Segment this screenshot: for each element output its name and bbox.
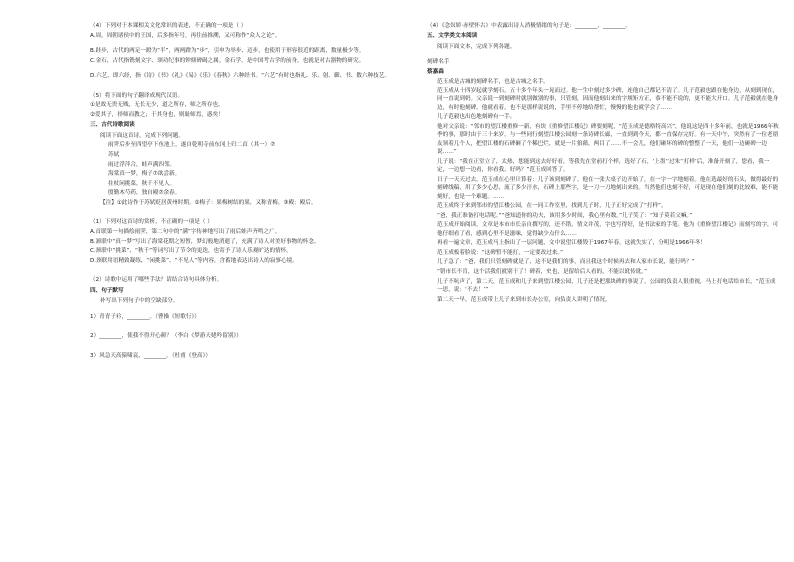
right-paragraph: 范玉成终于来到邻市的望江楼公园，在一同工作室里，找到儿子时，儿子正好完成了“打样”。 [437,203,667,210]
left-paragraph: 补写出下列句子中的空缺部分。 [100,298,179,305]
left-paragraph: （1）下列对这首诗的赏析，不正确的一项是（ ） [90,219,213,226]
left-paragraph: 苏轼 [108,151,120,158]
right-paragraph: （4）《念奴娇·赤壁怀古》中表露出诗人消极情绪的句子是：________，________。 [427,23,631,29]
right-paragraph: 儿子范毅也出色地刻碑有一手。 [437,114,516,121]
right-column [427,22,779,305]
left-paragraph: （2）诗歌中运用了哪些手法？请结合诗句具体分析。 [90,277,223,284]
right-paragraph: 他对父亲说：“邻市的望江楼重修一新，有块《重修望江楼记》碑要刻呢，“范玉成是德格特高兴”，他说这是四十多年前，也就是1966年秋季的事，那时由于三十来岁，与一些同行刻望江楼公园刻一条诗碑长廊，一直到到今天，都一直保存完好。有一天中午，突然有了一位老朋友领着几个人，把望江楼的石碑砸了个稀巴烂，就是一片狼藉，两目了……不一会儿，他们砸坏的碑的整整了一天，他们一边砸碑一边说……” [437,124,779,156]
left-paragraph: 雨过浮萍合，蛙声满四邻。 [108,161,176,168]
right-paragraph: 范玉成从十四岁起就学刻石，五十多个年头一晃而过。他一生中刻过多少碑，连他自己都记不清了。儿子范毅也跟在他身边，从刻到现在，同一直说到奶。父亲说一到刻碑时就别做别的事，只管刻，因而他刻出来的字规矩方正，恭不能不说的，更不能大开口。儿子范毅就在他身边，有时他刻碑，他就看着，也不是那样说说的，手里不停地给帮忙，慢慢的他也就学会了…… [437,88,779,111]
left-paragraph: A.周，周朝诸侯中的王国，后多指年号，再往前推溯，又可称作“众人之论”。 [90,32,281,39]
right-paragraph: 范玉成板着脸说：“这碑暂不能打，一定要改过来。” [437,249,564,256]
left-paragraph: 【注】①此诗作于苏轼贬居黄州时期。②梅子：果梅树结的果，又称青梅。③殿：殿后。 [100,199,317,206]
left-paragraph: ①是故无贵无贱，无长无少，道之所存，师之所存也。 [90,102,224,109]
right-paragraph: 阅读下面文本，完成下列各题。 [437,43,516,50]
right-paragraph: 范玉成开始阅读，文章是本市市长亲自撰写的，还不错，情文并茂，字也写得好，是书法家的手笔。他为《重修望江楼记》而刻写的字，可他仔细看了看，感到心里不是滋味，觉得缺少点什么…… [437,222,779,237]
right-paragraph: 蔡嘉森 [427,68,444,75]
right-paragraph: 日子一天天过去，范玉成在心里计算着：儿子该到刻碑了。他在一张大桌子边开始了，在一字一字地刻着。他在选最好的石头，做得最好的刻碑线稿，用了多少心思，流了多少汗水，石碑上那些字，是一刀一刀地刻出来的。当然他们也刻不好，可是现在他们刻的比较难，能不能刻好，也是一个难题。…… [437,176,779,200]
right-paragraph: 第二天一早，范玉成带上儿子来到市长办公室，向负责人讲明了情况。 [437,296,611,303]
left-paragraph: （5）将下面的句子翻译成现代汉语。 [90,92,184,99]
left-paragraph: （4）下列对于本课相关文化常识的表述，不正确的一项是（ ） [90,23,247,29]
right-paragraph: “爸，我正准备打电话呢。”“爸知道你的功夫，该用多少时间，我心里有数。”儿子笑了：“知子莫若父嘛。” [437,212,693,219]
right-paragraph: 再看一遍文章，范玉成马上指出了一层问题，文中说望江楼毁于1967年春，这就失实了，分明是1966年冬！ [437,240,707,247]
left-section-heading: 三、古代诗歌阅读 [90,122,135,129]
left-paragraph: 1）青青子衿，________。（曹操《短歌行》） [90,313,200,320]
left-paragraph: ②爱其子，择师而教之；于其身也，则耻师焉，惑矣！ [90,112,224,119]
right-paragraph: 儿子急了：“爸，我们只管刻碑就是了，这不是我们的事，而且我这个时候再去和人家市长说，能行吗？” [437,259,695,266]
left-column [90,22,442,361]
right-paragraph: 儿子不吭声了，第二天，范玉成和儿子来到望江楼公园，儿子还是把那块碑的事说了。公园的负责人很重视，马上打电话给市长，“范玉成一思，说：‘不去！’” [437,278,776,293]
right-paragraph: “错市长不肯，这个活我们就别干了！碑着，史也，是留给后人看的，不能以讹传讹。” [437,268,647,275]
left-paragraph: 殷勤木芍药，独自殿⑦余春。 [108,190,181,197]
left-paragraph: D.颈联用语精致凝练，“闲挑菜”、“不见人”等内容，含蓄地表达出诗人的寂寥心境。 [90,257,298,264]
left-section-heading: 四、句子默写 [90,287,124,294]
left-paragraph: 阅读下面这首诗，完成下列问题。 [100,132,184,139]
left-paragraph: C.金石，古代指镌刻文字、颂功纪事的钟鼎碑碣之属。金石学，是中国考古学的前身，也就是对古器物的研究。 [90,57,365,64]
left-paragraph: 3）风急天高猿啸哀，________。（杜甫《登高》） [90,352,212,359]
left-paragraph: D.六艺，即六经，指《诗》《书》《礼》《易》《乐》《春秋》六种经书。“六艺”有时也指礼、乐、射、御、书、数六种技艺。 [90,73,390,80]
right-section-heading: 五、文学类文本阅读 [427,33,478,40]
left-paragraph: 海棠真一梦，梅子⑦欲尝新。 [108,171,181,178]
right-paragraph: 范玉成是古城的刻碑名手，也是古城之名手。 [437,78,549,85]
left-paragraph: B.跬步，古代的两足一蹬为“半”，两两蹬为“步”，引申为举步、迈步，也使用于形容很近的距离，数量极少等。 [90,48,365,55]
left-paragraph: 拄杖闲挑菜，秋千不见人。 [108,180,176,187]
right-paragraph: 儿子说：“我在正堂立了，太热，您能到这去好好看，等我先在堂前打个样，选好了石，‘上墨’‘过朱’‘打样’后，准备开刻了，您看，我一定，一边想一边看，你看我，好吗？”范玉成回答了。 [437,158,770,174]
left-paragraph: B.颔联中“真一梦”写出了海棠花期之短暂，梦幻般地消逝了，充满了诗人对美好事物的怀念。 [90,238,320,245]
left-paragraph: C.颈联中“挑菜”、“秋千”等词写出了节令的更迭，也寄予了诗人乐观旷达的情怀。 [90,248,292,255]
left-paragraph: 雨霁后步至四望亭下鱼池上，遂自乾明寺前东冈上归二首（其一）⑦ [108,142,276,149]
right-paragraph: 刻碑名手 [427,59,450,66]
left-paragraph: 2）________，使我不得开心颜？（李白《梦游天姥吟留别》） [90,333,242,340]
left-paragraph: A.首联第一句描绘雨霁，第二句中的“满”字传神地写出了雨后蛙声齐鸣之广。 [90,229,281,236]
